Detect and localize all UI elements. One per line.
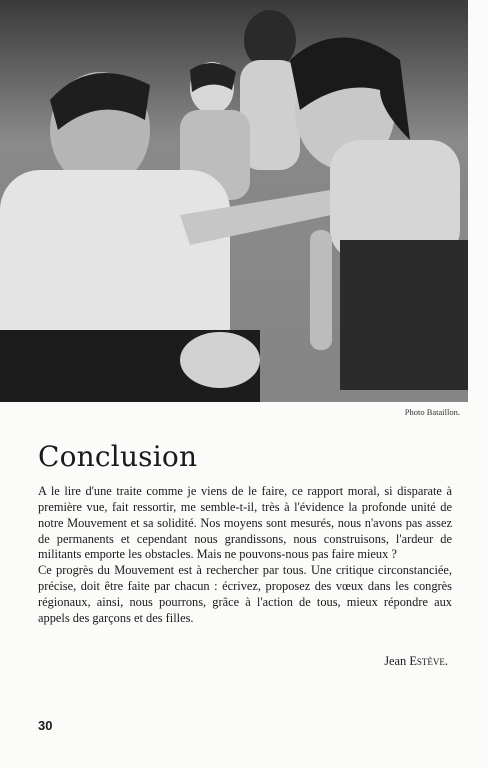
signature-last-name: Estève. bbox=[409, 654, 448, 668]
photo-credit: Photo Bataillon. bbox=[404, 407, 460, 417]
paragraph-1: A le lire d'une traite comme je viens de le faire, ce rapport moral, si disparate à première vue, fait ressortir, me semble-t-il, très à l'évidence la profonde unité de notre Mouvement et sa solidité. Nos moyens sont mesurés, nous n'avons pas assez de permanents et cependant nous grandissons, nous construisons, l'ardeur de militants emporte les obstacles. Mais ne pouvons-nous pas faire mieux ? bbox=[38, 484, 452, 562]
signature bbox=[384, 654, 448, 669]
signature-first-name: Jean bbox=[384, 654, 407, 668]
page-number: 30 bbox=[38, 718, 53, 733]
section-title: Conclusion bbox=[38, 440, 198, 473]
body-text bbox=[38, 484, 452, 627]
paragraph-2: Ce progrès du Mouvement est à rechercher par tous. Une critique circonstanciée, précise, doit être faite par chacun : écrivez, proposez des vœux dans les congrès régionaux, ainsi, nous pourrons, grâce à l'action de tous, mieux répondre aux appels des garçons et des filles. bbox=[38, 563, 452, 625]
